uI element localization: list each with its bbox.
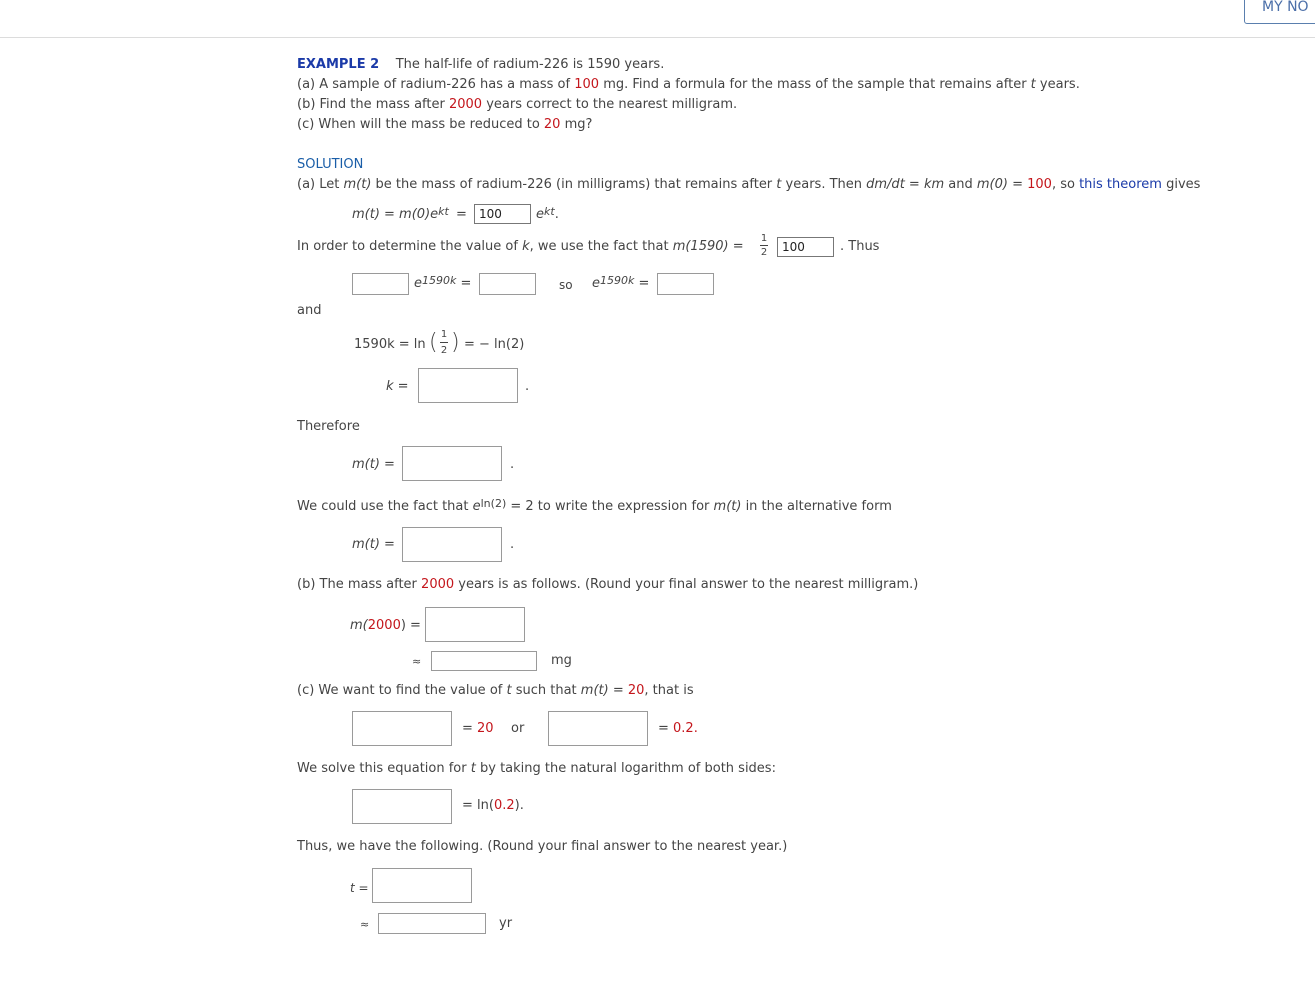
sol-a-m0: m(0) = [976,177,1028,192]
part-c-text-2: mg? [560,117,593,132]
solve-t: t [470,761,476,776]
half-denominator: 2 [760,247,768,258]
alt-text-3: in the alternative form [741,499,892,514]
t-row-lhs: t = [350,881,369,895]
part-c-line [297,683,694,699]
k-row-end: . [525,379,530,394]
part-b-line [297,577,918,593]
mt-row1-lhs: m(t) = [352,457,395,472]
mt-row2-lhs: m(t) = [352,537,395,552]
m2000-rounded-input[interactable] [431,651,537,671]
alt-exp: ln(2) [480,497,507,510]
determine-text: In order to determine the value of [297,239,523,254]
row1-eq-2: = [634,276,650,291]
ln-eq-end: ). [514,798,524,813]
my-notes-button[interactable]: MY NO [1244,0,1315,24]
c-or: or [511,721,525,736]
sol-a-t: t [776,177,782,192]
formula-exp-2: kt [544,205,555,218]
row1-exp-term-2 [592,276,649,292]
solve-text-2: by taking the natural logarithm of both sides: [475,761,776,776]
formula-lhs-text: m(t) = m(0)e [352,207,439,222]
coef-input[interactable] [352,273,409,295]
m2000-input[interactable] [425,607,525,642]
c-eq-rhs [462,721,494,737]
ln-eq-rhs [462,798,524,814]
sol-a-diffeq: dm/dt = km [866,177,945,192]
c-eq2-equals: = [658,721,674,736]
part-a-text: (a) A sample of radium-226 has a mass of [297,77,575,92]
part-c-mass: 20 [543,117,561,132]
sol-b-years: 2000 [421,577,455,592]
solve-line [297,761,776,777]
determine-line [297,239,744,255]
determine-given-value: 100 [777,237,834,257]
m2000-label [350,618,421,634]
row1-e: e [414,276,422,291]
determine-m1590: m(1590) = [672,239,744,254]
sol-c-text: (c) We want to find the value of [297,683,507,698]
example-intro: The half-life of radium-226 is 1590 years. [395,57,665,72]
formula-given-value: 100 [474,204,531,224]
formula-rhs [536,207,559,223]
alt-e: e [472,499,481,514]
alt-mt: m(t) [713,499,742,514]
row1-eq: = [456,276,472,291]
c-eq-value: 20 [477,721,494,736]
part-b-text-2: years correct to the nearest milligram. [482,97,738,112]
formula-eq: = [456,207,467,222]
c-eq-equals: = [462,721,478,736]
example-part-c [297,117,592,133]
alt-form-line [297,499,892,515]
t-input[interactable] [372,868,472,903]
mt-alt-input[interactable] [402,527,502,562]
ln-eq-text: = ln( [462,798,494,813]
determine-text-2: , we use the fact that [529,239,673,254]
c-eq-lhs-input[interactable] [352,711,452,746]
sol-c-mt: m(t) = [580,683,628,698]
sol-c-val: 20 [627,683,645,698]
m2000-val: 2000 [367,618,401,633]
c-eq2-lhs-input[interactable] [548,711,648,746]
c-eq2-end: . [693,721,698,736]
formula-exp: kt [438,205,449,218]
sol-c-t: t [506,683,512,698]
var-k: k [522,239,530,254]
sol-a-text-5: , so [1051,177,1080,192]
top-bar [0,0,1315,38]
ln-fraction-bar [440,342,448,343]
row1-rhs-input[interactable] [479,273,536,295]
sol-c-text-2: such that [511,683,581,698]
example-header [297,57,664,73]
mt-row1-end: . [510,457,515,472]
part-b-years: 2000 [448,97,483,112]
part-a-mass: 100 [574,77,600,92]
c-eq2-value: 0.2 [673,721,694,736]
ln-denominator: 2 [440,345,448,356]
c-eq2-rhs [658,721,698,737]
ln-row-lhs: 1590k = ln [354,337,426,352]
row1-exp-term [414,276,471,292]
sol-a-text-6: gives [1161,177,1201,192]
t-rounded-input[interactable] [378,913,486,934]
example-part-b [297,97,737,113]
row1-exp: 1590k [422,274,457,287]
ln-numerator: 1 [440,329,448,340]
k-input[interactable] [418,368,518,403]
part-a-text-2: mg. Find a formula for the mass of the sample that remains after [599,77,1031,92]
m2000-unit: mg [551,653,572,668]
example-label: EXAMPLE 2 [297,57,380,72]
part-b-text: (b) Find the mass after [297,97,449,112]
formula-e: e [536,207,544,222]
t-approx: ≈ [360,918,370,931]
solution-label: SOLUTION [297,157,364,172]
m2000-close: ) = [400,618,421,633]
sol-b-text: (b) The mass after [297,577,422,592]
theorem-link[interactable]: this theorem [1079,177,1162,192]
alt-text: We could use the fact that [297,499,473,514]
k-label: k = [386,379,409,394]
half-fraction-bar [760,245,768,246]
thus-line: Thus, we have the following. (Round your final answer to the nearest year.) [297,839,788,854]
open-paren: ( [429,330,438,355]
m2000-m: m( [350,618,368,633]
part-a-end: years. [1035,77,1080,92]
and-label: and [297,303,322,318]
solve-text: We solve this equation for [297,761,471,776]
mt-input[interactable] [402,446,502,481]
close-paren: ) [451,330,460,355]
t-unit: yr [499,916,513,931]
var-t: t [1030,77,1036,92]
determine-thus: . Thus [840,239,880,254]
therefore-label: Therefore [297,419,360,434]
formula-lhs [352,207,449,223]
mt-row2-end: . [510,537,515,552]
row1-so: so [559,278,573,292]
half-numerator: 1 [760,233,768,244]
ln-eq-val: 0.2 [493,798,515,813]
row1-exp-2: 1590k [600,274,635,287]
ln-row-rhs: = − ln(2) [464,337,525,352]
k-row-lhs [386,379,409,395]
solution-a-line [297,177,1200,193]
sol-b-text-2: years is as follows. (Round your final answer to the nearest milligram.) [454,577,919,592]
sol-a-text-3: years. Then [781,177,867,192]
sol-a-text-2: be the mass of radium-226 (in milligrams) that remains after [371,177,777,192]
sol-a-m0-val: 100 [1027,177,1052,192]
sol-a-mt: m(t) [343,177,372,192]
formula-end: . [554,207,559,222]
row1-e-2: e [592,276,600,291]
row1-so-input[interactable] [657,273,714,295]
sol-a-text: (a) Let [297,177,344,192]
sol-a-text-4: and [944,177,977,192]
alt-text-2: = 2 to write the expression for [506,499,714,514]
example-part-a [297,77,1080,93]
ln-eq-lhs-input[interactable] [352,789,452,824]
part-c-text: (c) When will the mass be reduced to [297,117,544,132]
m2000-approx: ≈ [412,655,422,668]
sol-c-text-3: , that is [644,683,694,698]
